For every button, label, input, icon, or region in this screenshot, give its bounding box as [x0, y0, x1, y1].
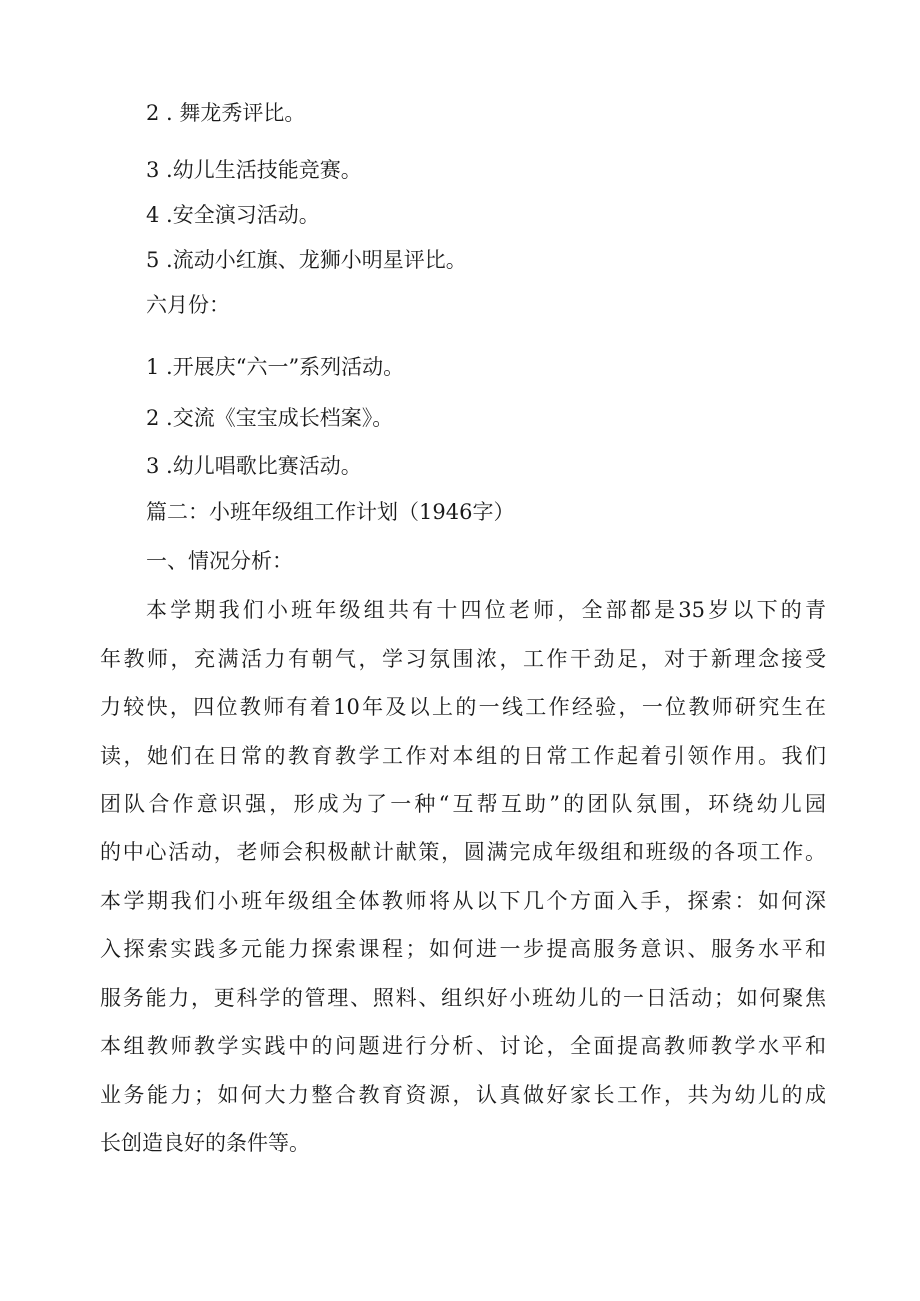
paragraph-line: 本组教师教学实践中的问题进行分析、讨论，全面提高教师教学水平和 — [100, 1034, 826, 1058]
paragraph-line: 团队合作意识强，形成为了一种“互帮互助”的团队氛围，环绕幼儿园 — [100, 792, 826, 816]
paragraph-line: 业务能力；如何大力整合教育资源，认真做好家长工作，共为幼儿的成 — [100, 1083, 826, 1107]
paragraph-line: 本学期我们小班年级组共有十四位老师，全部都是35岁以下的青 — [146, 598, 826, 622]
list-item: 2 . 舞龙秀评比。 — [146, 101, 306, 125]
paragraph-line: 年教师，充满活力有朝气，学习氛围浓，工作干劲足，对于新理念接受 — [100, 647, 826, 671]
list-item: 3 .幼儿唱歌比赛活动。 — [146, 454, 362, 478]
list-item: 2 .交流《宝宝成长档案》。 — [146, 406, 394, 430]
list-item: 1 .开展庆“六一”系列活动。 — [146, 355, 405, 379]
paragraph-line: 的中心活动，老师会积极献计献策，圆满完成年级组和班级的各项工作。 — [100, 840, 826, 864]
section-title: 篇二：小班年级组工作计划（1946字） — [146, 500, 515, 524]
month-label: 六月份： — [146, 293, 230, 317]
paragraph-line: 读，她们在日常的教育教学工作对本组的日常工作起着引领作用。我们 — [100, 744, 826, 768]
paragraph-line: 力较快，四位教师有着10年及以上的一线工作经验，一位教师研究生在 — [100, 695, 826, 719]
paragraph-line: 服务能力，更科学的管理、照料、组织好小班幼儿的一日活动；如何聚焦 — [100, 986, 826, 1010]
list-item: 3 .幼儿生活技能竞赛。 — [146, 158, 362, 182]
list-item: 5 .流动小红旗、龙狮小明星评比。 — [146, 248, 467, 272]
paragraph-line: 入探索实践多元能力探索课程；如何进一步提高服务意识、服务水平和 — [100, 937, 826, 961]
paragraph-line: 长创造良好的条件等。 — [100, 1131, 310, 1155]
subsection-title: 一、情况分析： — [146, 549, 293, 573]
paragraph-line: 本学期我们小班年级组全体教师将从以下几个方面入手，探索：如何深 — [100, 889, 826, 913]
list-item: 4 .安全演习活动。 — [146, 203, 320, 227]
